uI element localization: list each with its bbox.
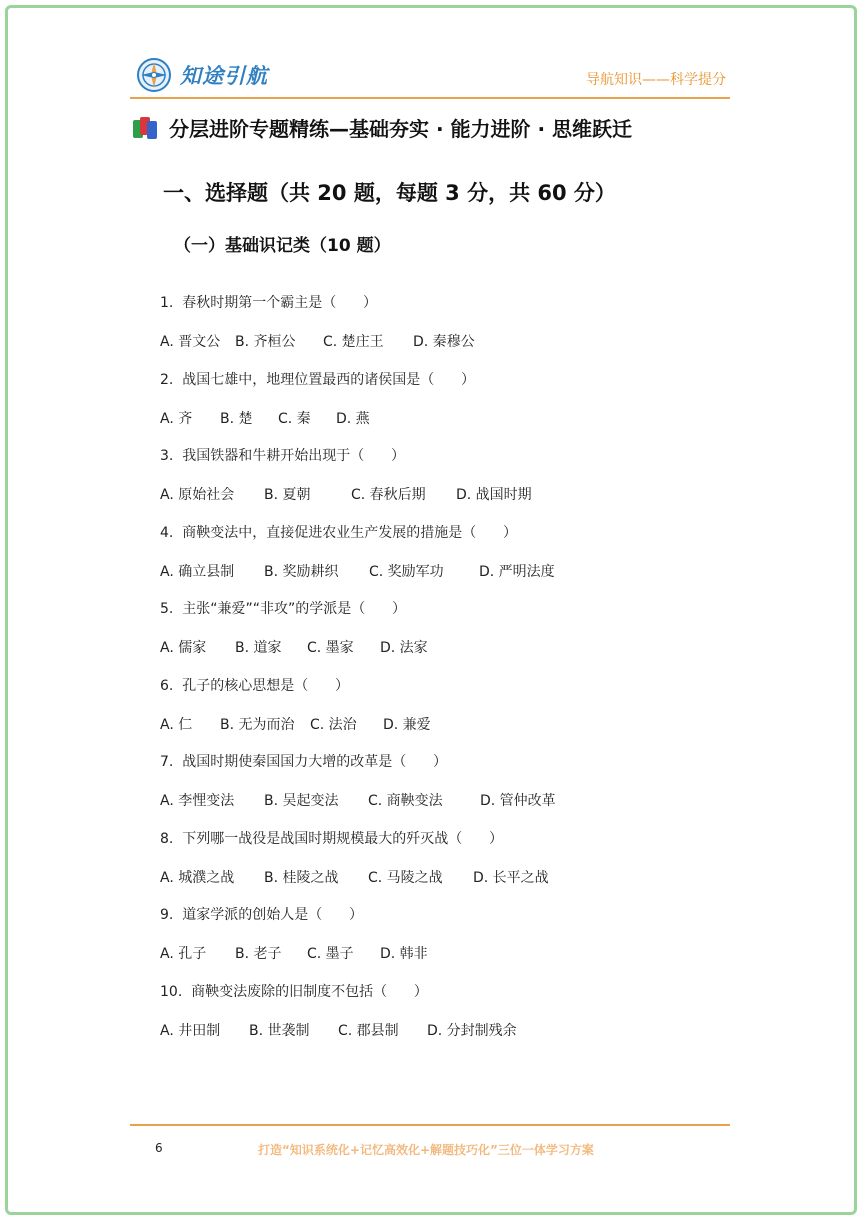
question-3-options	[160, 484, 546, 504]
option-a[interactable]: A. 井田制	[160, 1022, 221, 1039]
question-10: 10. 商鞅变法废除的旧制度不包括（ ）	[160, 983, 428, 1000]
option-c[interactable]: C. 马陵之战	[368, 869, 443, 886]
footer-slogan: 打造“知识系统化+记忆高效化+解题技巧化”三位一体学习方案	[258, 1143, 594, 1157]
option-a[interactable]: A. 原始社会	[160, 487, 235, 503]
option-c[interactable]: C. 楚庄王	[323, 334, 384, 350]
question-4: 4. 商鞅变法中，直接促进农业生产发展的措施是（ ）	[160, 524, 517, 541]
option-a[interactable]: A. 齐	[160, 410, 193, 427]
footer-divider	[130, 1124, 730, 1126]
option-c[interactable]: C. 法治	[310, 716, 357, 733]
option-c[interactable]: C. 郡县制	[338, 1022, 399, 1039]
option-b[interactable]: B. 夏朝	[264, 487, 311, 503]
option-b[interactable]: B. 奖励耕织	[264, 563, 339, 580]
option-d[interactable]: D. 韩非	[380, 946, 428, 962]
option-d[interactable]: D. 严明法度	[479, 563, 555, 580]
option-c[interactable]: C. 春秋后期	[351, 487, 426, 503]
option-b[interactable]: B. 楚	[220, 410, 253, 427]
question-6: 6. 孔子的核心思想是（ ）	[160, 677, 349, 694]
question-5-options	[160, 637, 440, 657]
option-a[interactable]: A. 城濮之战	[160, 869, 235, 886]
page-number: 6	[155, 1141, 163, 1155]
page-title-row	[133, 113, 632, 142]
logo-text: 知途引航	[180, 64, 268, 88]
question-8-options	[160, 867, 563, 887]
question-3: 3. 我国铁器和牛耕开始出现于（ ）	[160, 448, 405, 464]
question-10-options	[160, 1020, 537, 1040]
option-d[interactable]: D. 燕	[336, 410, 370, 427]
option-d[interactable]: D. 秦穆公	[413, 334, 475, 350]
option-a[interactable]: A. 孔子	[160, 946, 207, 962]
option-a[interactable]: A. 仁	[160, 716, 193, 733]
question-2-options	[160, 408, 396, 428]
logo	[136, 57, 268, 93]
section-title: 一、选择题（共 20 题，每题 3 分，共 60 分）	[163, 181, 616, 205]
page-header	[130, 55, 730, 99]
page-title: 分层进阶专题精练—基础夯实 · 能力进阶 · 思维跃迁	[169, 117, 633, 141]
question-6-options	[160, 714, 443, 734]
compass-icon	[136, 57, 172, 93]
option-a[interactable]: A. 晋文公	[160, 334, 221, 350]
option-a[interactable]: A. 确立县制	[160, 563, 235, 580]
option-d[interactable]: D. 分封制残余	[427, 1022, 517, 1039]
question-5: 5. 主张“兼爱”“非攻”的学派是（ ）	[160, 601, 406, 617]
option-d[interactable]: D. 管仲改革	[480, 793, 556, 809]
option-b[interactable]: B. 桂陵之战	[264, 869, 339, 886]
question-7: 7. 战国时期使秦国国力大增的改革是（ ）	[160, 754, 447, 770]
question-7-options	[160, 790, 570, 810]
question-1-options	[160, 331, 493, 351]
option-a[interactable]: A. 儒家	[160, 640, 207, 656]
option-b[interactable]: B. 道家	[235, 640, 282, 656]
question-8: 8. 下列哪一战役是战国时期规模最大的歼灭战（ ）	[160, 830, 503, 847]
option-c[interactable]: C. 墨家	[307, 640, 354, 656]
option-d[interactable]: D. 兼爱	[383, 716, 431, 733]
question-9-options	[160, 943, 440, 963]
option-b[interactable]: B. 吴起变法	[264, 793, 339, 809]
question-1: 1. 春秋时期第一个霸主是（ ）	[160, 295, 377, 311]
option-d[interactable]: D. 法家	[380, 640, 428, 656]
option-c[interactable]: C. 奖励军功	[369, 563, 444, 580]
option-d[interactable]: D. 战国时期	[456, 487, 532, 503]
question-4-options	[160, 561, 569, 581]
header-slogan: 导航知识——科学提分	[586, 72, 726, 88]
books-icon	[133, 116, 159, 140]
question-9: 9. 道家学派的创始人是（ ）	[160, 907, 363, 923]
option-d[interactable]: D. 长平之战	[473, 869, 549, 886]
section-subtitle: （一）基础识记类（10 题）	[174, 236, 391, 256]
option-b[interactable]: B. 世袭制	[249, 1022, 310, 1039]
option-b[interactable]: B. 无为而治	[220, 716, 295, 733]
option-c[interactable]: C. 墨子	[307, 946, 354, 962]
question-2: 2. 战国七雄中，地理位置最西的诸侯国是（ ）	[160, 371, 475, 388]
option-a[interactable]: A. 李悝变法	[160, 793, 235, 809]
option-c[interactable]: C. 商鞅变法	[368, 793, 443, 809]
option-c[interactable]: C. 秦	[278, 410, 311, 427]
option-b[interactable]: B. 齐桓公	[235, 334, 296, 350]
option-b[interactable]: B. 老子	[235, 946, 282, 962]
